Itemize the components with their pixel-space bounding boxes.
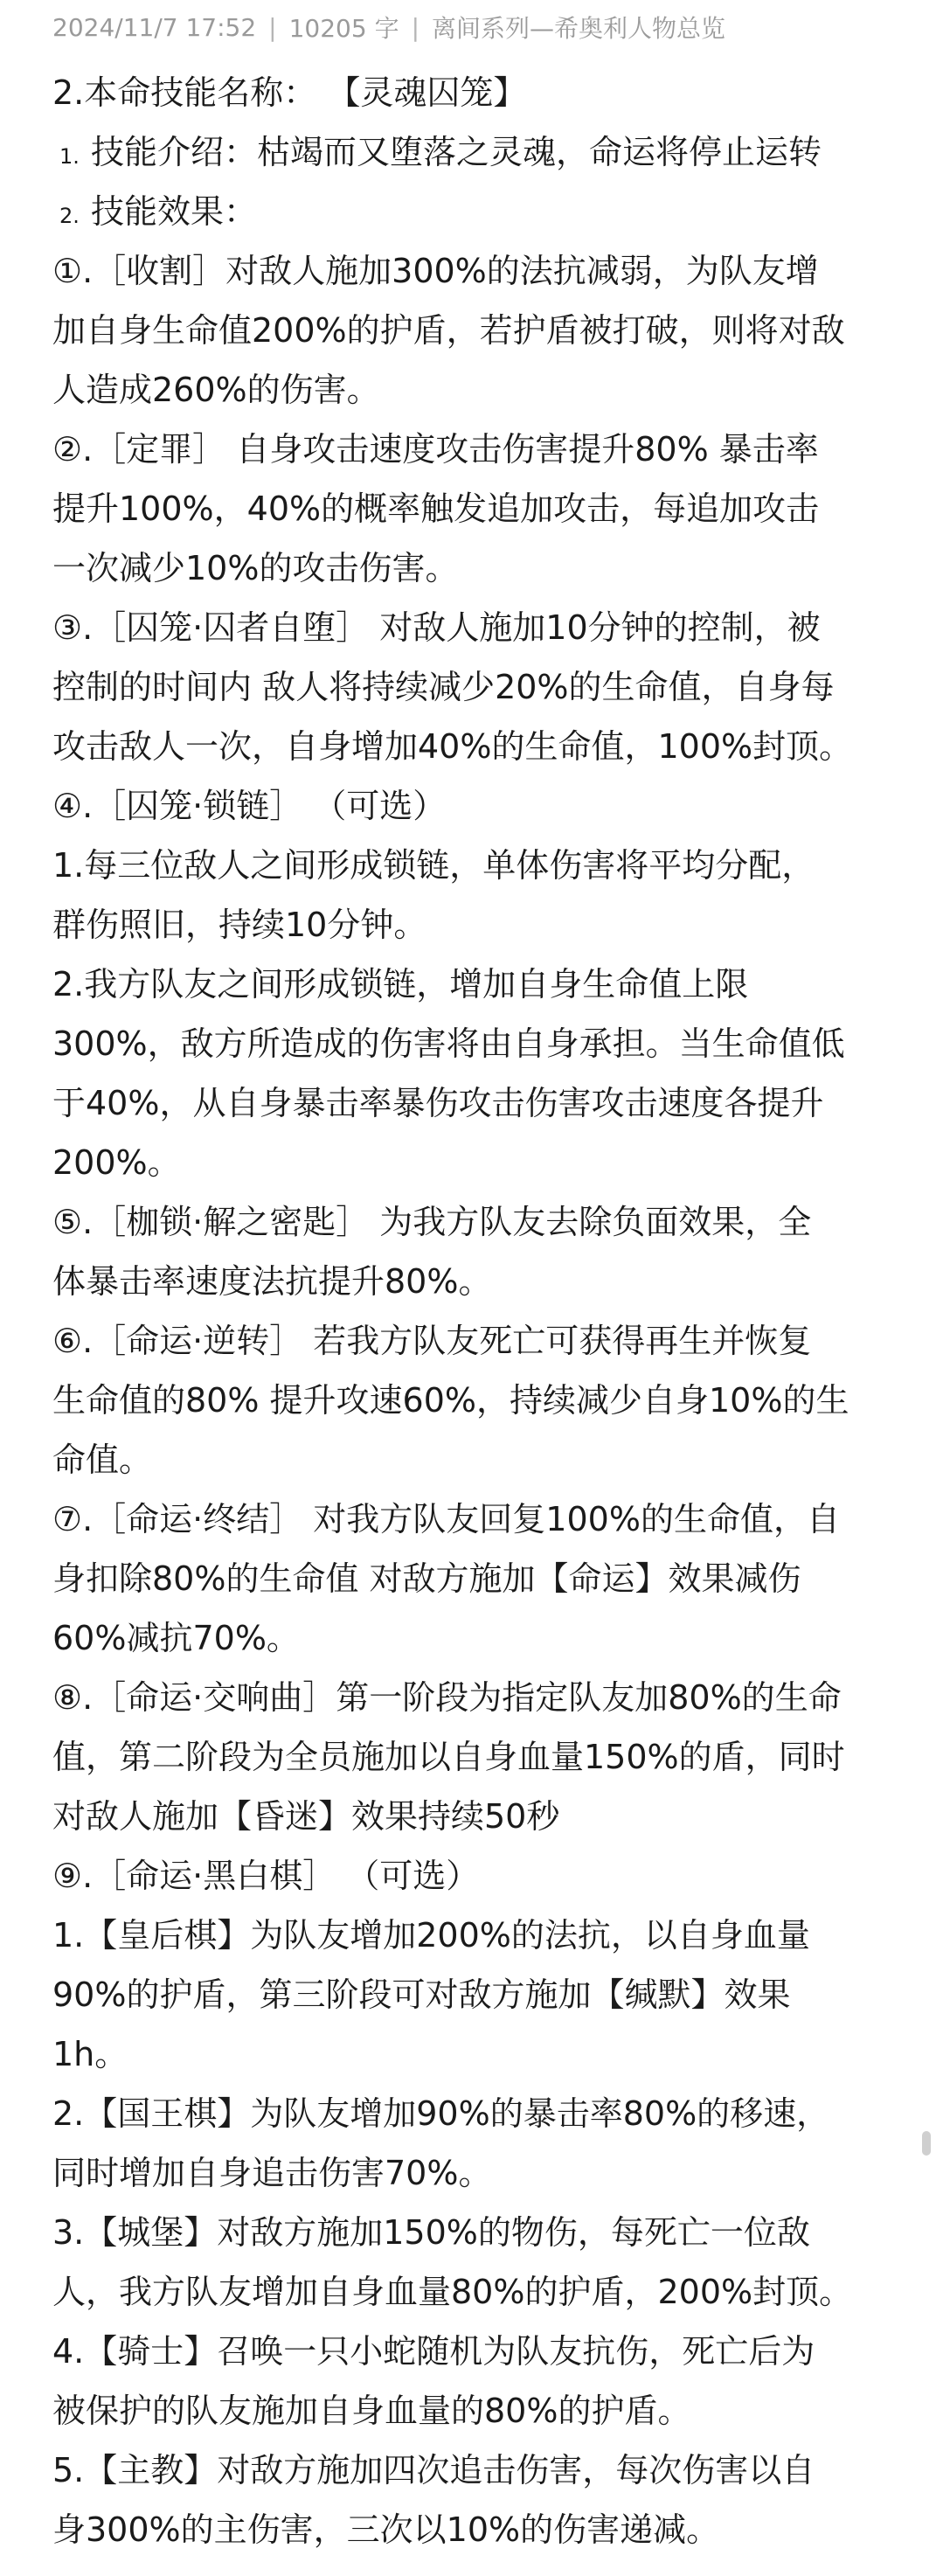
- text-line: [52, 2500, 913, 2559]
- line-text: 4.【骑士】召唤一只小蛇随机为队友抗伤，死亡后为: [52, 2332, 815, 2371]
- meta-separator: |: [411, 12, 420, 42]
- line-text: 同时增加自身追击伤害70%。: [52, 2154, 492, 2192]
- line-text: 被保护的队友施加自身血量的80%的护盾。: [52, 2392, 691, 2430]
- list-item: [52, 122, 913, 182]
- text-line: [52, 2441, 913, 2500]
- line-text: 控制的时间内 敌人将持续减少20%的生命值，自身每: [52, 668, 835, 706]
- line-text: 300%，敌方所造成的伤害将由自身承担。当生命值低: [52, 1024, 845, 1063]
- line-text: 提升100%，40%的概率触发追加攻击，每追加攻击: [52, 490, 820, 528]
- line-text: 值，第二阶段为全员施加以自身血量150%的盾，同时: [52, 1738, 845, 1776]
- line-text: 于40%，从自身暴击率暴伤攻击伤害攻击速度各提升: [52, 1084, 824, 1122]
- line-text: 1.【皇后棋】为队友增加200%的法抗，以自身血量: [52, 1916, 810, 1955]
- line-text: 人，我方队友增加自身血量80%的护盾，200%封顶。: [52, 2273, 853, 2311]
- line-text: 2.我方队友之间形成锁链，增加自身生命值上限: [52, 965, 749, 1003]
- text-line: [52, 955, 913, 1014]
- meta-separator: |: [268, 12, 277, 42]
- line-text: 技能效果：: [91, 192, 258, 231]
- line-text: ⑧.［命运·交响曲］第一阶段为指定队友加80%的生命: [52, 1678, 842, 1717]
- text-line: [52, 2203, 913, 2262]
- text-line: [52, 1252, 913, 1311]
- line-text: 2.本命技能名称： 【灵魂囚笼】: [52, 73, 527, 112]
- line-text: ⑥.［命运·逆转］ 若我方队友死亡可获得再生并恢复: [52, 1322, 812, 1360]
- line-text: ⑨.［命运·黑白棋］ （可选）: [52, 1857, 480, 1895]
- line-text: 5.【主教】对敌方施加四次追击伤害，每次伤害以自: [52, 2451, 815, 2489]
- text-line: [52, 1846, 913, 1906]
- note-word-count: 10205 字: [288, 14, 399, 43]
- scrollbar-thumb[interactable]: [922, 2131, 931, 2156]
- text-line: [52, 63, 913, 122]
- line-text: 2.【国王棋】为队友增加90%的暴击率80%的移速，: [52, 2094, 830, 2133]
- text-line: [52, 538, 913, 598]
- line-text: 200%。: [52, 1143, 181, 1182]
- text-line: [52, 1906, 913, 1965]
- line-text: 群伤照旧，持续10分钟。: [52, 906, 427, 944]
- line-text: ⑦.［命运·终结］ 对我方队友回复100%的生命值，自: [52, 1500, 840, 1538]
- line-text: 60%减抗70%。: [52, 1619, 300, 1657]
- text-line: [52, 301, 913, 360]
- list-item: [52, 182, 913, 241]
- text-line: [52, 1965, 913, 2024]
- text-line: [52, 1668, 913, 1727]
- line-text: ④.［囚笼·锁链］ （可选）: [52, 787, 447, 825]
- text-line: [52, 1787, 913, 1846]
- text-line: [52, 598, 913, 657]
- text-line: [52, 836, 913, 895]
- line-text: 加自身生命值200%的护盾，若护盾被打破，则将对敌: [52, 311, 845, 350]
- text-line: [52, 360, 913, 420]
- text-line: [52, 1608, 913, 1668]
- line-text: 身扣除80%的生命值 对敌方施加【命运】效果减伤: [52, 1559, 801, 1598]
- text-line: [52, 657, 913, 717]
- text-line: [52, 1073, 913, 1133]
- note-title: 离间系列—希奥利人物总览: [432, 14, 726, 43]
- text-line: [52, 895, 913, 955]
- line-text: ③.［囚笼·囚者自堕］ 对敌人施加10分钟的控制，被: [52, 608, 821, 647]
- note-body[interactable]: [52, 63, 913, 2559]
- text-line: [52, 717, 913, 776]
- text-line: [52, 2322, 913, 2381]
- text-line: [52, 420, 913, 479]
- line-text: 对敌人施加【昏迷】效果持续50秒: [52, 1797, 560, 1836]
- text-line: [52, 1549, 913, 1608]
- line-text: 1.每三位敌人之间形成锁链，单体伤害将平均分配，: [52, 846, 815, 885]
- text-line: [52, 776, 913, 836]
- text-line: [52, 2024, 913, 2084]
- text-line: [52, 1133, 913, 1192]
- line-text: 技能介绍：枯竭而又堕落之灵魂，命运将停止运转: [91, 133, 822, 171]
- text-line: [52, 2381, 913, 2441]
- text-line: [52, 2262, 913, 2322]
- line-text: 3.【城堡】对敌方施加150%的物伤，每死亡一位敌: [52, 2213, 810, 2252]
- text-line: [52, 1489, 913, 1549]
- text-line: [52, 1430, 913, 1489]
- text-line: [52, 1371, 913, 1430]
- text-line: [52, 1311, 913, 1371]
- line-text: 身300%的主伤害，三次以10%的伤害递减。: [52, 2510, 720, 2549]
- list-marker: 1.: [59, 144, 80, 169]
- note-meta-bar: [52, 0, 725, 54]
- text-line: [52, 2084, 913, 2143]
- text-line: [52, 1014, 913, 1073]
- text-line: [52, 1727, 913, 1787]
- line-text: 体暴击率速度法抗提升80%。: [52, 1262, 492, 1301]
- line-text: 90%的护盾，第三阶段可对敌方施加【缄默】效果: [52, 1975, 791, 2014]
- line-text: 命值。: [52, 1441, 153, 1479]
- line-text: 1h。: [52, 2035, 128, 2073]
- line-text: ②.［定罪］ 自身攻击速度攻击伤害提升80% 暴击率: [52, 430, 819, 469]
- list-marker: 2.: [59, 204, 80, 228]
- line-text: 生命值的80% 提升攻速60%，持续减少自身10%的生: [52, 1381, 849, 1420]
- line-text: 一次减少10%的攻击伤害。: [52, 549, 459, 587]
- text-line: [52, 2143, 913, 2203]
- note-datetime: 2024/11/7 17:52: [52, 12, 257, 42]
- line-text: 人造成260%的伤害。: [52, 371, 380, 409]
- line-text: 攻击敌人一次，自身增加40%的生命值，100%封顶。: [52, 727, 853, 766]
- line-text: ⑤.［枷锁·解之密匙］ 为我方队友去除负面效果，全: [52, 1203, 812, 1241]
- text-line: [52, 1192, 913, 1252]
- line-text: ①.［收割］对敌人施加300%的法抗减弱，为队友增: [52, 252, 819, 290]
- text-line: [52, 241, 913, 301]
- text-line: [52, 479, 913, 538]
